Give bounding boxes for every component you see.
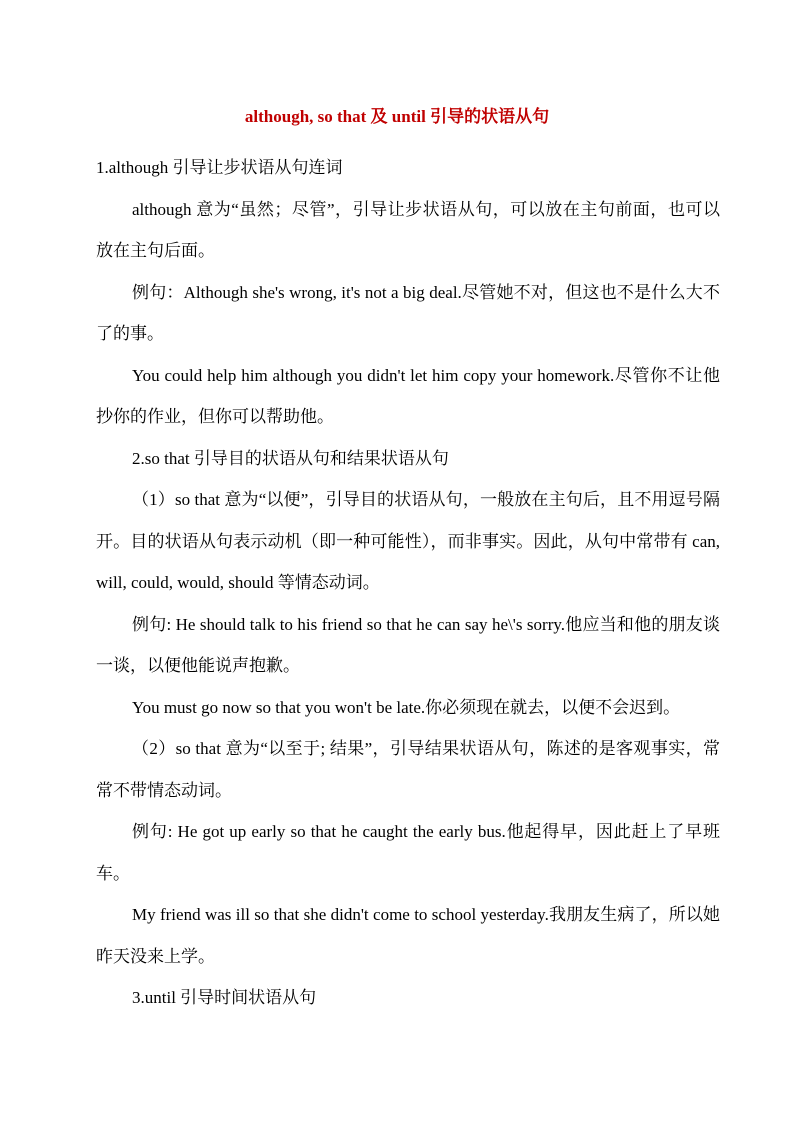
section-heading-so-that: 2.so that 引导目的状语从句和结果状语从句: [132, 448, 449, 468]
paragraph-so-that-purpose: （1）so that 意为“以便”，引导目的状语从句，一般放在主句后，且不用逗号隔开。目的状语从句表示动机（即一种可能性），而非事实。因此，从句中常带有 can, will, could, would, should 等情态动词。: [96, 490, 720, 592]
paragraph-so-that-example-3: 例句: He got up early so that he caught the early bus.他起得早，因此赶上了早班车。: [96, 822, 720, 883]
paragraph-so-that-example-4: My friend was ill so that she didn't come to school yesterday.我朋友生病了，所以她昨天没来上学。: [96, 905, 720, 966]
paragraph-so-that-example-1: 例句: He should talk to his friend so that he can say he\'s sorry.他应当和他的朋友谈一谈，以便他能说声抱歉。: [96, 614, 720, 675]
paragraph-although-example-2: You could help him although you didn't let him copy your homework.尽管你不让他抄你的作业，但你可以帮助他。: [96, 365, 720, 426]
paragraph-so-that-result: （2）so that 意为“以至于; 结果”，引导结果状语从句，陈述的是客观事实，常常不带情态动词。: [96, 739, 720, 800]
document-body: [96, 147, 720, 1019]
paragraph-so-that-example-2: You must go now so that you won't be late.你必须现在就去，以便不会迟到。: [132, 697, 681, 717]
section-heading-although: 1.although 引导让步状语从句连词: [96, 158, 343, 177]
paragraph-although-example-1: 例句：Although she's wrong, it's not a big deal.尽管她不对，但这也不是什么大不了的事。: [96, 282, 720, 343]
document-title: although, so that 及 until 引导的状语从句: [244, 107, 550, 126]
paragraph-although-meaning: although 意为“虽然；尽管”，引导让步状语从句，可以放在主句前面，也可以放在主句后面。: [96, 199, 720, 260]
section-heading-until: 3.until 引导时间状语从句: [132, 988, 317, 1007]
